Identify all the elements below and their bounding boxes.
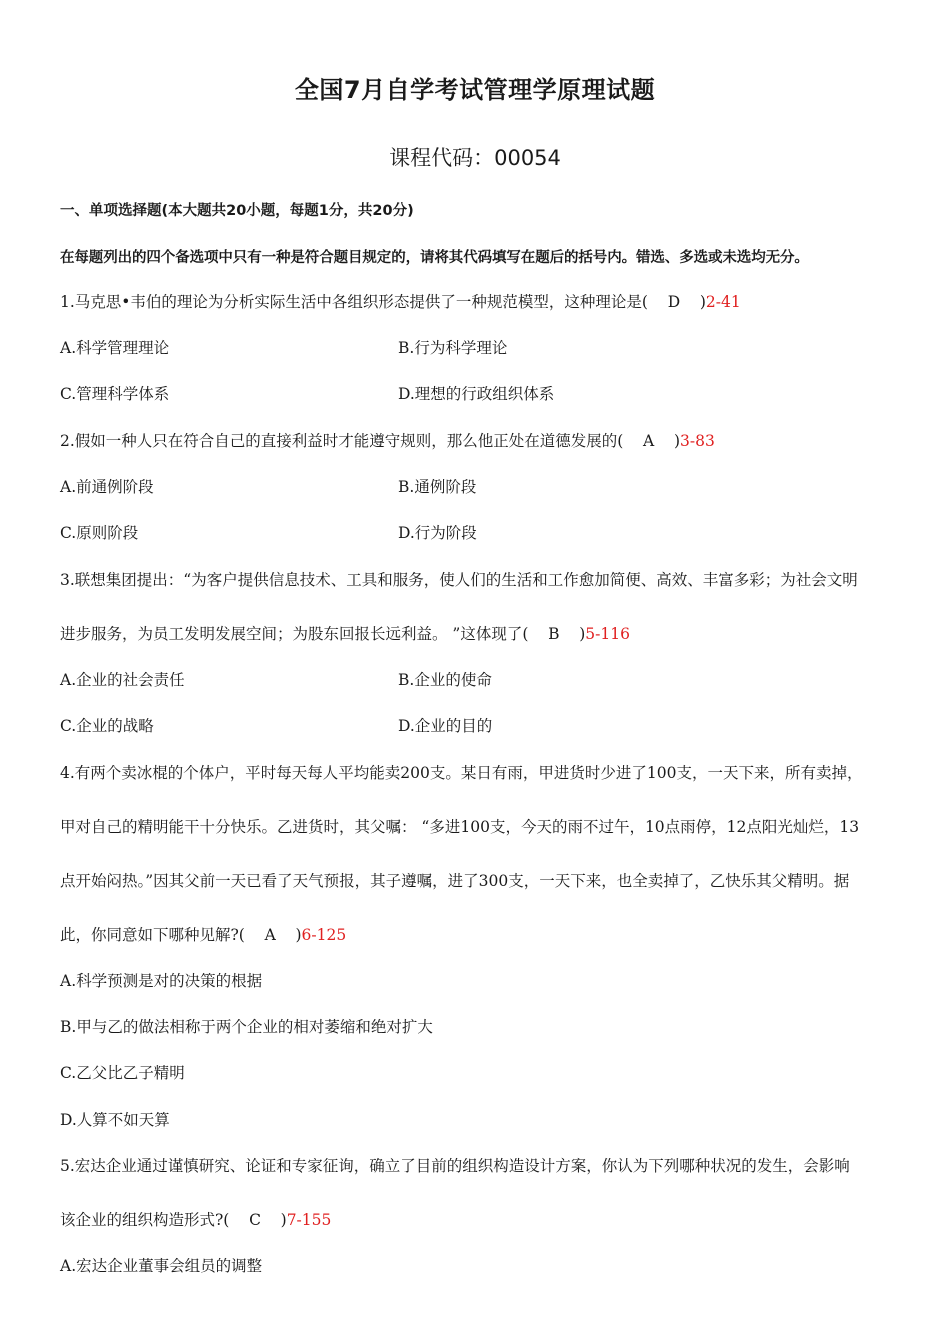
question-4-line-4 xyxy=(60,925,346,945)
option-b: B.通例阶段 xyxy=(398,478,477,496)
section-heading: 一、单项选择题(本大题共20小题，每题1分，共20分) xyxy=(60,203,414,219)
option-b: B.行为科学理论 xyxy=(398,339,508,357)
question-text: 2.假如一种人只在符合自己的直接利益时才能遵守规则，那么他正处在道德发展的( A ) xyxy=(60,432,680,450)
page-reference: 3-83 xyxy=(680,432,715,450)
question-3-line-1: 3.联想集团提出：“为客户提供信息技术、工具和服务，使人们的生活和工作愈加简便、高效、丰富多彩；为社会文明 xyxy=(60,571,858,589)
option-b: B.企业的使命 xyxy=(398,671,492,689)
option-b: B.甲与乙的做法相称于两个企业的相对萎缩和绝对扩大 xyxy=(60,1018,433,1036)
instruction-text: 在每题列出的四个备选项中只有一种是符合题目规定的，请将其代码填写在题后的括号内。错选、多选或未选均无分。 xyxy=(60,250,809,266)
course-code: 课程代码：00054 xyxy=(389,146,561,170)
option-a: A.前通例阶段 xyxy=(60,478,154,496)
question-3-line-2 xyxy=(60,624,630,644)
question-text: 进步服务，为员工发明发展空间；为股东回报长远利益。 ”这体现了( B ) xyxy=(60,625,586,643)
option-a: A.企业的社会责任 xyxy=(60,671,185,689)
question-text: 1.马克思•韦伯的理论为分析实际生活中各组织形态提供了一种规范模型，这种理论是( D ) xyxy=(60,293,706,311)
option-c: C.管理科学体系 xyxy=(60,385,170,403)
page-reference: 2-41 xyxy=(705,293,741,311)
question-4-line-1: 4.有两个卖冰棍的个体户，平时每天每人平均能卖200支。某日有雨，甲进货时少进了100支，一天下来，所有卖掉， xyxy=(60,764,863,782)
option-d: D.企业的目的 xyxy=(398,717,493,735)
question-4-line-2: 甲对自己的精明能干十分快乐。乙进货时，其父嘱： “多进100支，今天的雨不过午，10点雨停，12点阳光灿烂，13 xyxy=(60,818,860,836)
option-d: D.人算不如天算 xyxy=(60,1111,170,1129)
page-reference: 7-155 xyxy=(286,1211,332,1229)
question-text: 此，你同意如下哪种见解?( A ) xyxy=(60,926,302,944)
option-d: D.理想的行政组织体系 xyxy=(398,385,555,403)
option-a: A.科学预测是对的决策的根据 xyxy=(60,972,263,990)
question-2 xyxy=(60,431,715,451)
question-1 xyxy=(60,292,741,312)
question-text: 该企业的组织构造形式?( C ) xyxy=(60,1211,287,1229)
question-5-line-2 xyxy=(60,1210,331,1230)
question-5-line-1: 5.宏达企业通过谨慎研究、论证和专家征询，确立了目前的组织构造设计方案，你认为下列哪种状况的发生，会影响 xyxy=(60,1157,850,1175)
page-reference: 6-125 xyxy=(301,926,347,944)
page-reference: 5-116 xyxy=(585,625,630,643)
option-a: A.宏达企业董事会组员的调整 xyxy=(60,1257,263,1275)
question-4-line-3: 点开始闷热。”因其父前一天已看了天气预报，其子遵嘱，进了300支，一天下来，也全卖掉了，乙快乐其父精明。据 xyxy=(60,872,850,890)
exam-title: 全国7月自学考试管理学原理试题 xyxy=(294,76,656,104)
option-c: C.企业的战略 xyxy=(60,717,154,735)
option-c: C.乙父比乙子精明 xyxy=(60,1064,185,1082)
option-a: A.科学管理理论 xyxy=(60,339,170,357)
option-d: D.行为阶段 xyxy=(398,524,477,542)
option-c: C.原则阶段 xyxy=(60,524,139,542)
